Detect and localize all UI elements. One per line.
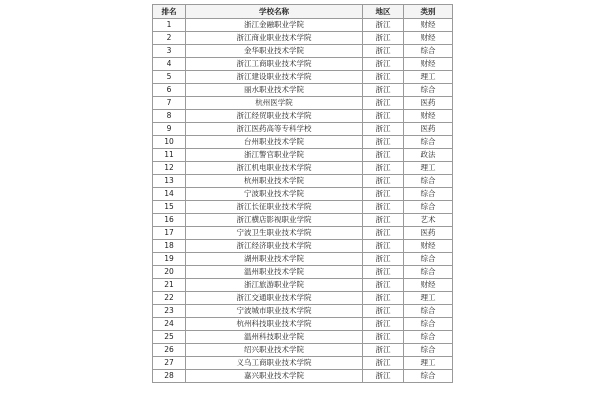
cell-region: 浙江	[363, 344, 404, 357]
table-row	[153, 97, 453, 110]
table-row	[153, 175, 453, 188]
cell-region: 浙江	[363, 240, 404, 253]
cell-rank: 18	[153, 240, 186, 253]
cell-school-name: 浙江长征职业技术学院	[186, 201, 363, 214]
cell-rank: 2	[153, 32, 186, 45]
cell-category: 艺术	[404, 214, 453, 227]
table-row	[153, 188, 453, 201]
cell-region: 浙江	[363, 305, 404, 318]
table-header-row	[153, 5, 453, 19]
cell-rank: 12	[153, 162, 186, 175]
cell-category: 综合	[404, 136, 453, 149]
cell-region: 浙江	[363, 227, 404, 240]
cell-region: 浙江	[363, 123, 404, 136]
cell-school-name: 浙江警官职业学院	[186, 149, 363, 162]
cell-rank: 13	[153, 175, 186, 188]
cell-school-name: 温州科技职业学院	[186, 331, 363, 344]
cell-region: 浙江	[363, 84, 404, 97]
table-row	[153, 253, 453, 266]
cell-category: 综合	[404, 305, 453, 318]
cell-region: 浙江	[363, 162, 404, 175]
table-row	[153, 149, 453, 162]
cell-school-name: 宁波城市职业技术学院	[186, 305, 363, 318]
cell-rank: 25	[153, 331, 186, 344]
cell-school-name: 义乌工商职业技术学院	[186, 357, 363, 370]
cell-category: 综合	[404, 318, 453, 331]
cell-rank: 6	[153, 84, 186, 97]
header-school-name: 学校名称	[186, 5, 363, 19]
cell-category: 财经	[404, 32, 453, 45]
cell-rank: 17	[153, 227, 186, 240]
cell-school-name: 浙江商业职业技术学院	[186, 32, 363, 45]
cell-school-name: 宁波职业技术学院	[186, 188, 363, 201]
cell-rank: 16	[153, 214, 186, 227]
cell-school-name: 浙江横店影视职业学院	[186, 214, 363, 227]
table-row	[153, 331, 453, 344]
cell-region: 浙江	[363, 45, 404, 58]
cell-region: 浙江	[363, 214, 404, 227]
cell-rank: 5	[153, 71, 186, 84]
table-row	[153, 292, 453, 305]
cell-category: 财经	[404, 110, 453, 123]
cell-region: 浙江	[363, 253, 404, 266]
table-row	[153, 240, 453, 253]
cell-region: 浙江	[363, 110, 404, 123]
cell-school-name: 浙江医药高等专科学校	[186, 123, 363, 136]
cell-category: 医药	[404, 97, 453, 110]
cell-school-name: 金华职业技术学院	[186, 45, 363, 58]
cell-region: 浙江	[363, 175, 404, 188]
cell-category: 综合	[404, 45, 453, 58]
table-row	[153, 357, 453, 370]
table-row	[153, 279, 453, 292]
cell-category: 财经	[404, 240, 453, 253]
table-row	[153, 136, 453, 149]
cell-category: 综合	[404, 253, 453, 266]
cell-category: 理工	[404, 162, 453, 175]
cell-region: 浙江	[363, 58, 404, 71]
cell-rank: 26	[153, 344, 186, 357]
cell-region: 浙江	[363, 266, 404, 279]
table-row	[153, 214, 453, 227]
cell-region: 浙江	[363, 292, 404, 305]
cell-rank: 21	[153, 279, 186, 292]
cell-region: 浙江	[363, 357, 404, 370]
header-region: 地区	[363, 5, 404, 19]
cell-rank: 3	[153, 45, 186, 58]
cell-region: 浙江	[363, 149, 404, 162]
cell-rank: 4	[153, 58, 186, 71]
cell-rank: 15	[153, 201, 186, 214]
cell-category: 综合	[404, 370, 453, 383]
cell-rank: 27	[153, 357, 186, 370]
table-row	[153, 162, 453, 175]
cell-region: 浙江	[363, 71, 404, 84]
cell-rank: 28	[153, 370, 186, 383]
cell-region: 浙江	[363, 97, 404, 110]
cell-region: 浙江	[363, 32, 404, 45]
table-row	[153, 19, 453, 32]
cell-category: 理工	[404, 292, 453, 305]
cell-school-name: 浙江建设职业技术学院	[186, 71, 363, 84]
table-row	[153, 32, 453, 45]
cell-category: 财经	[404, 279, 453, 292]
cell-school-name: 绍兴职业技术学院	[186, 344, 363, 357]
table-row	[153, 370, 453, 383]
cell-category: 财经	[404, 58, 453, 71]
cell-school-name: 嘉兴职业技术学院	[186, 370, 363, 383]
cell-school-name: 浙江金融职业学院	[186, 19, 363, 32]
cell-rank: 23	[153, 305, 186, 318]
cell-school-name: 宁波卫生职业技术学院	[186, 227, 363, 240]
cell-rank: 9	[153, 123, 186, 136]
ranking-table	[152, 4, 453, 383]
cell-category: 综合	[404, 344, 453, 357]
cell-rank: 1	[153, 19, 186, 32]
cell-rank: 22	[153, 292, 186, 305]
cell-category: 综合	[404, 331, 453, 344]
cell-region: 浙江	[363, 370, 404, 383]
table-row	[153, 110, 453, 123]
table-row	[153, 266, 453, 279]
table-row	[153, 84, 453, 97]
cell-school-name: 湖州职业技术学院	[186, 253, 363, 266]
cell-region: 浙江	[363, 279, 404, 292]
table-row	[153, 58, 453, 71]
cell-rank: 19	[153, 253, 186, 266]
cell-region: 浙江	[363, 201, 404, 214]
cell-region: 浙江	[363, 188, 404, 201]
cell-region: 浙江	[363, 19, 404, 32]
cell-school-name: 丽水职业技术学院	[186, 84, 363, 97]
cell-category: 医药	[404, 123, 453, 136]
header-rank: 排名	[153, 5, 186, 19]
cell-region: 浙江	[363, 318, 404, 331]
cell-school-name: 浙江旅游职业学院	[186, 279, 363, 292]
cell-school-name: 杭州医学院	[186, 97, 363, 110]
cell-category: 政法	[404, 149, 453, 162]
cell-school-name: 浙江交通职业技术学院	[186, 292, 363, 305]
table-row	[153, 71, 453, 84]
cell-category: 综合	[404, 266, 453, 279]
header-category: 类别	[404, 5, 453, 19]
cell-category: 综合	[404, 84, 453, 97]
cell-school-name: 浙江机电职业技术学院	[186, 162, 363, 175]
cell-rank: 14	[153, 188, 186, 201]
table-row	[153, 318, 453, 331]
table-row	[153, 344, 453, 357]
cell-rank: 8	[153, 110, 186, 123]
cell-school-name: 浙江经贸职业技术学院	[186, 110, 363, 123]
cell-rank: 20	[153, 266, 186, 279]
cell-category: 医药	[404, 227, 453, 240]
cell-category: 理工	[404, 357, 453, 370]
cell-school-name: 浙江经济职业技术学院	[186, 240, 363, 253]
cell-category: 理工	[404, 71, 453, 84]
cell-region: 浙江	[363, 331, 404, 344]
table-row	[153, 305, 453, 318]
cell-rank: 10	[153, 136, 186, 149]
table-row	[153, 201, 453, 214]
cell-school-name: 温州职业技术学院	[186, 266, 363, 279]
cell-category: 综合	[404, 175, 453, 188]
cell-rank: 11	[153, 149, 186, 162]
cell-category: 财经	[404, 19, 453, 32]
cell-category: 综合	[404, 188, 453, 201]
table-row	[153, 123, 453, 136]
table-row	[153, 45, 453, 58]
cell-school-name: 浙江工商职业技术学院	[186, 58, 363, 71]
cell-region: 浙江	[363, 136, 404, 149]
cell-school-name: 台州职业技术学院	[186, 136, 363, 149]
cell-school-name: 杭州职业技术学院	[186, 175, 363, 188]
table-row	[153, 227, 453, 240]
cell-school-name: 杭州科技职业技术学院	[186, 318, 363, 331]
cell-rank: 24	[153, 318, 186, 331]
cell-category: 综合	[404, 201, 453, 214]
cell-rank: 7	[153, 97, 186, 110]
table-body	[153, 19, 453, 383]
